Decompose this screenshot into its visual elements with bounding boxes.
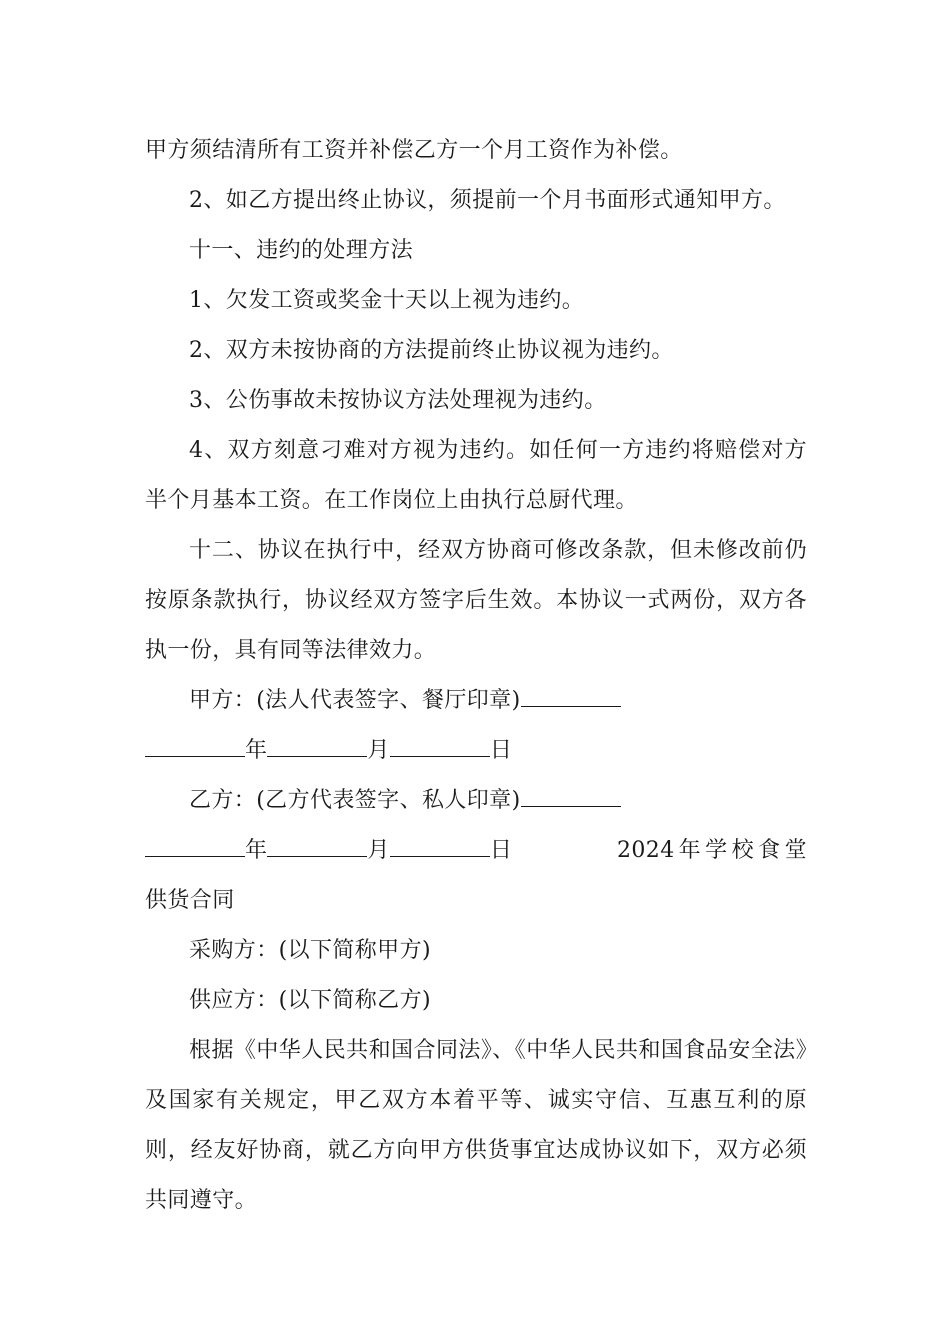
date-blank-year-a bbox=[145, 740, 245, 757]
date-blank-day-b bbox=[390, 840, 490, 857]
date-day-label-b: 日 bbox=[489, 838, 513, 863]
signature-blank-party-a bbox=[521, 690, 621, 707]
paragraph-amendment: 十二、协议在执行中，经双方协商可修改条款，但未修改前仍按原条款执行，协议经双方签字后生效。本协议一式两份，双方各执一份，具有同等法律效力。 bbox=[145, 538, 807, 663]
date-line-party-a bbox=[145, 726, 807, 776]
paragraph-breach-4: 4、双方刻意刁难对方视为违约。如任何一方违约将赔偿对方半个月基本工资。在工作岗位上由执行总厨代理。 bbox=[145, 438, 807, 513]
signature-line-party-a bbox=[145, 676, 807, 726]
paragraph-termination-notice: 2、如乙方提出终止协议，须提前一个月书面形式通知甲方。 bbox=[189, 188, 786, 213]
date-day-label-a: 日 bbox=[489, 738, 513, 763]
date-blank-day-a bbox=[390, 740, 490, 757]
party-supplier: 供应方：(以下简称乙方) bbox=[189, 988, 431, 1013]
paragraph-breach-2: 2、双方未按协商的方法提前终止协议视为违约。 bbox=[189, 338, 674, 363]
date-blank-month-b bbox=[267, 840, 367, 857]
date-year-label-a: 年 bbox=[245, 738, 268, 763]
paragraph-breach-1: 1、欠发工资或奖金十天以上视为违约。 bbox=[189, 288, 585, 313]
party-buyer: 采购方：(以下简称甲方) bbox=[189, 938, 431, 963]
date-blank-month-a bbox=[267, 740, 367, 757]
paragraph-breach-3: 3、公伤事故未按协议方法处理视为违约。 bbox=[189, 388, 607, 413]
date-month-label-a: 月 bbox=[367, 738, 390, 763]
date-blank-year-b bbox=[145, 840, 245, 857]
date-year-label-b: 年 bbox=[245, 838, 268, 863]
paragraph-compensation: 甲方须结清所有工资并补偿乙方一个月工资作为补偿。 bbox=[145, 138, 683, 163]
signature-label-party-a: 甲方：(法人代表签字、餐厅印章) bbox=[189, 688, 521, 713]
signature-blank-party-b bbox=[521, 790, 621, 807]
paragraph-preamble: 根据《中华人民共和国合同法》、《中华人民共和国食品安全法》及国家有关规定，甲乙双方本着平等、诚实守信、互惠互利的原则，经友好协商，就乙方向甲方供货事宜达成协议如下，双方必须共同遵守。 bbox=[145, 1038, 807, 1213]
signature-line-party-b bbox=[145, 776, 807, 826]
date-month-label-b: 月 bbox=[367, 838, 390, 863]
signature-label-party-b: 乙方：(乙方代表签字、私人印章) bbox=[189, 788, 521, 813]
section-heading-breach: 十一、违约的处理方法 bbox=[189, 238, 414, 263]
document-body bbox=[145, 126, 807, 1226]
contract-title: 2024年学校食堂供货合同 bbox=[145, 838, 807, 913]
